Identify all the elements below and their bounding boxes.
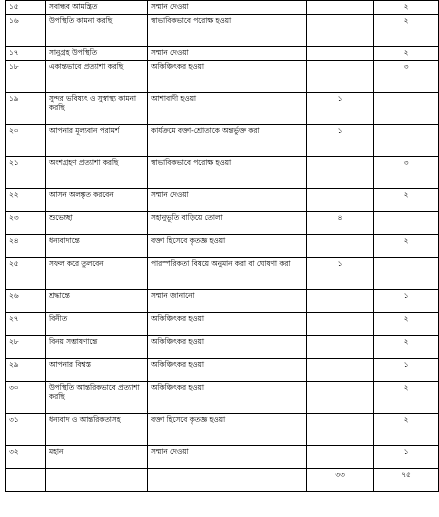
phrase-cell: আসন অলঙ্কৃত করবেন — [46, 189, 148, 212]
serial-cell: ১৬ — [6, 15, 46, 47]
count-b-cell: ১ — [374, 446, 439, 469]
table-row — [6, 336, 439, 359]
count-a-cell — [307, 47, 374, 61]
phrase-cell: উপস্থিতি আন্তরিকভাবে প্রত্যাশা করছি — [46, 382, 148, 414]
count-b-cell: ৩ — [374, 61, 439, 93]
serial-cell: ৩০ — [6, 382, 46, 414]
table-row — [6, 382, 439, 414]
count-b-cell — [374, 125, 439, 157]
table-row — [6, 15, 439, 47]
count-a-cell — [307, 157, 374, 189]
phrase-cell: একান্তভাবে প্রত্যাশা করছি — [46, 61, 148, 93]
count-a-cell — [307, 15, 374, 47]
count-b-cell: ২ — [374, 235, 439, 258]
table-row — [6, 157, 439, 189]
serial-cell: ৩২ — [6, 446, 46, 469]
table-row — [6, 189, 439, 212]
count-b-cell — [374, 212, 439, 235]
totals-row — [6, 469, 439, 492]
serial-cell: ২৭ — [6, 313, 46, 336]
serial-cell: ২৬ — [6, 290, 46, 313]
phrase-cell — [46, 469, 148, 492]
serial-cell: ২৯ — [6, 359, 46, 382]
count-a-cell — [307, 336, 374, 359]
phrase-cell: সানুগ্রহ উপস্থিতি — [46, 47, 148, 61]
phrase-cell: অংশগ্রহণ প্রত্যাশা করছি — [46, 157, 148, 189]
phrase-cell: শুভেচ্ছা — [46, 212, 148, 235]
count-b-cell — [374, 258, 439, 290]
table-row — [6, 1, 439, 15]
phrase-cell: আপনার মূল্যবান পরামর্শ — [46, 125, 148, 157]
count-b-cell: ২ — [374, 313, 439, 336]
count-a-cell — [307, 414, 374, 446]
phrase-cell: শ্রদ্ধান্তে — [46, 290, 148, 313]
phrase-cell: বিনীত — [46, 313, 148, 336]
function-cell: সম্মান জানানো — [148, 290, 307, 313]
function-cell: অকিঞ্চিৎকর হওয়া — [148, 359, 307, 382]
count-b-cell: ১ — [374, 359, 439, 382]
count-a-cell: ১ — [307, 125, 374, 157]
serial-cell — [6, 469, 46, 492]
phrase-cell: আপনার বিশ্বস্ত — [46, 359, 148, 382]
phrase-cell: মহান — [46, 446, 148, 469]
table-row — [6, 290, 439, 313]
serial-cell: ২২ — [6, 189, 46, 212]
function-cell: বক্তা হিসেবে কৃতজ্ঞ হওয়া — [148, 414, 307, 446]
function-cell: সম্মান দেওয়া — [148, 189, 307, 212]
table-row — [6, 47, 439, 61]
function-cell: সহানুভূতি বাড়িয়ে তোলা — [148, 212, 307, 235]
function-cell: অকিঞ্চিৎকর হওয়া — [148, 382, 307, 414]
table-row — [6, 359, 439, 382]
table-row — [6, 212, 439, 235]
serial-cell: ১৭ — [6, 47, 46, 61]
table-row — [6, 414, 439, 446]
count-a-cell — [307, 61, 374, 93]
function-cell: স্বাভাবিকভাবে পরোক্ষ হওয়া — [148, 15, 307, 47]
serial-cell: ২৪ — [6, 235, 46, 258]
total-a-cell: ৩৩ — [307, 469, 374, 492]
function-cell: সম্মান দেওয়া — [148, 47, 307, 61]
count-b-cell: ২ — [374, 414, 439, 446]
function-cell: পারস্পরিকতা বিষয়ে অনুমান করা বা ঘোষণা করা — [148, 258, 307, 290]
table-row — [6, 125, 439, 157]
table-row — [6, 93, 439, 125]
function-cell: বক্তা হিসেবে কৃতজ্ঞ হওয়া — [148, 235, 307, 258]
count-b-cell: ২ — [374, 47, 439, 61]
function-cell: স্বাভাবিকভাবে পরোক্ষ হওয়া — [148, 157, 307, 189]
function-cell: সম্মান দেওয়া — [148, 1, 307, 15]
serial-cell: ১৯ — [6, 93, 46, 125]
count-b-cell: ৩ — [374, 157, 439, 189]
count-b-cell: ২ — [374, 336, 439, 359]
phrase-cell: সবান্ধব আমন্ত্রিত — [46, 1, 148, 15]
table-row — [6, 446, 439, 469]
serial-cell: ১৫ — [6, 1, 46, 15]
count-b-cell — [374, 93, 439, 125]
count-a-cell — [307, 359, 374, 382]
count-a-cell — [307, 382, 374, 414]
table-row — [6, 313, 439, 336]
function-cell: সম্মান দেওয়া — [148, 446, 307, 469]
count-b-cell: ২ — [374, 382, 439, 414]
phrase-cell: সুন্দর ভবিষ্যৎ ও সুস্বাস্থ্য কামনা করছি — [46, 93, 148, 125]
function-cell — [148, 469, 307, 492]
count-a-cell — [307, 446, 374, 469]
total-b-cell: ৭৫ — [374, 469, 439, 492]
phrase-cell: ধন্যবাদান্তে — [46, 235, 148, 258]
serial-cell: ২৮ — [6, 336, 46, 359]
count-a-cell: ৪ — [307, 212, 374, 235]
count-a-cell: ১ — [307, 93, 374, 125]
serial-cell: ৩১ — [6, 414, 46, 446]
serial-cell: ২৩ — [6, 212, 46, 235]
function-cell: আশাবাদী হওয়া — [148, 93, 307, 125]
serial-cell: ২০ — [6, 125, 46, 157]
count-b-cell: ২ — [374, 15, 439, 47]
function-cell: অকিঞ্চিৎকর হওয়া — [148, 313, 307, 336]
count-b-cell: ২ — [374, 189, 439, 212]
table-row — [6, 235, 439, 258]
phrase-cell: সফল করে তুলবেন — [46, 258, 148, 290]
phrase-cell: ধন্যবাদ ও আন্তরিকতাসহ — [46, 414, 148, 446]
count-a-cell — [307, 313, 374, 336]
serial-cell: ১৮ — [6, 61, 46, 93]
function-cell: কার্যক্রমে বক্তা-শ্রোতাকে অন্তর্ভুক্ত করা — [148, 125, 307, 157]
politeness-strategy-table — [5, 0, 439, 492]
table-row — [6, 258, 439, 290]
function-cell: অকিঞ্চিৎকর হওয়া — [148, 336, 307, 359]
count-a-cell: ১ — [307, 258, 374, 290]
phrase-cell: বিনয় সম্ভাষণান্তে — [46, 336, 148, 359]
function-cell: অকিঞ্চিৎকর হওয়া — [148, 61, 307, 93]
count-a-cell — [307, 290, 374, 313]
serial-cell: ২৫ — [6, 258, 46, 290]
count-b-cell: ২ — [374, 1, 439, 15]
count-a-cell — [307, 189, 374, 212]
count-a-cell — [307, 235, 374, 258]
table-row — [6, 61, 439, 93]
count-b-cell: ১ — [374, 290, 439, 313]
serial-cell: ২১ — [6, 157, 46, 189]
phrase-cell: উপস্থিতি কামনা করছি — [46, 15, 148, 47]
count-a-cell — [307, 1, 374, 15]
